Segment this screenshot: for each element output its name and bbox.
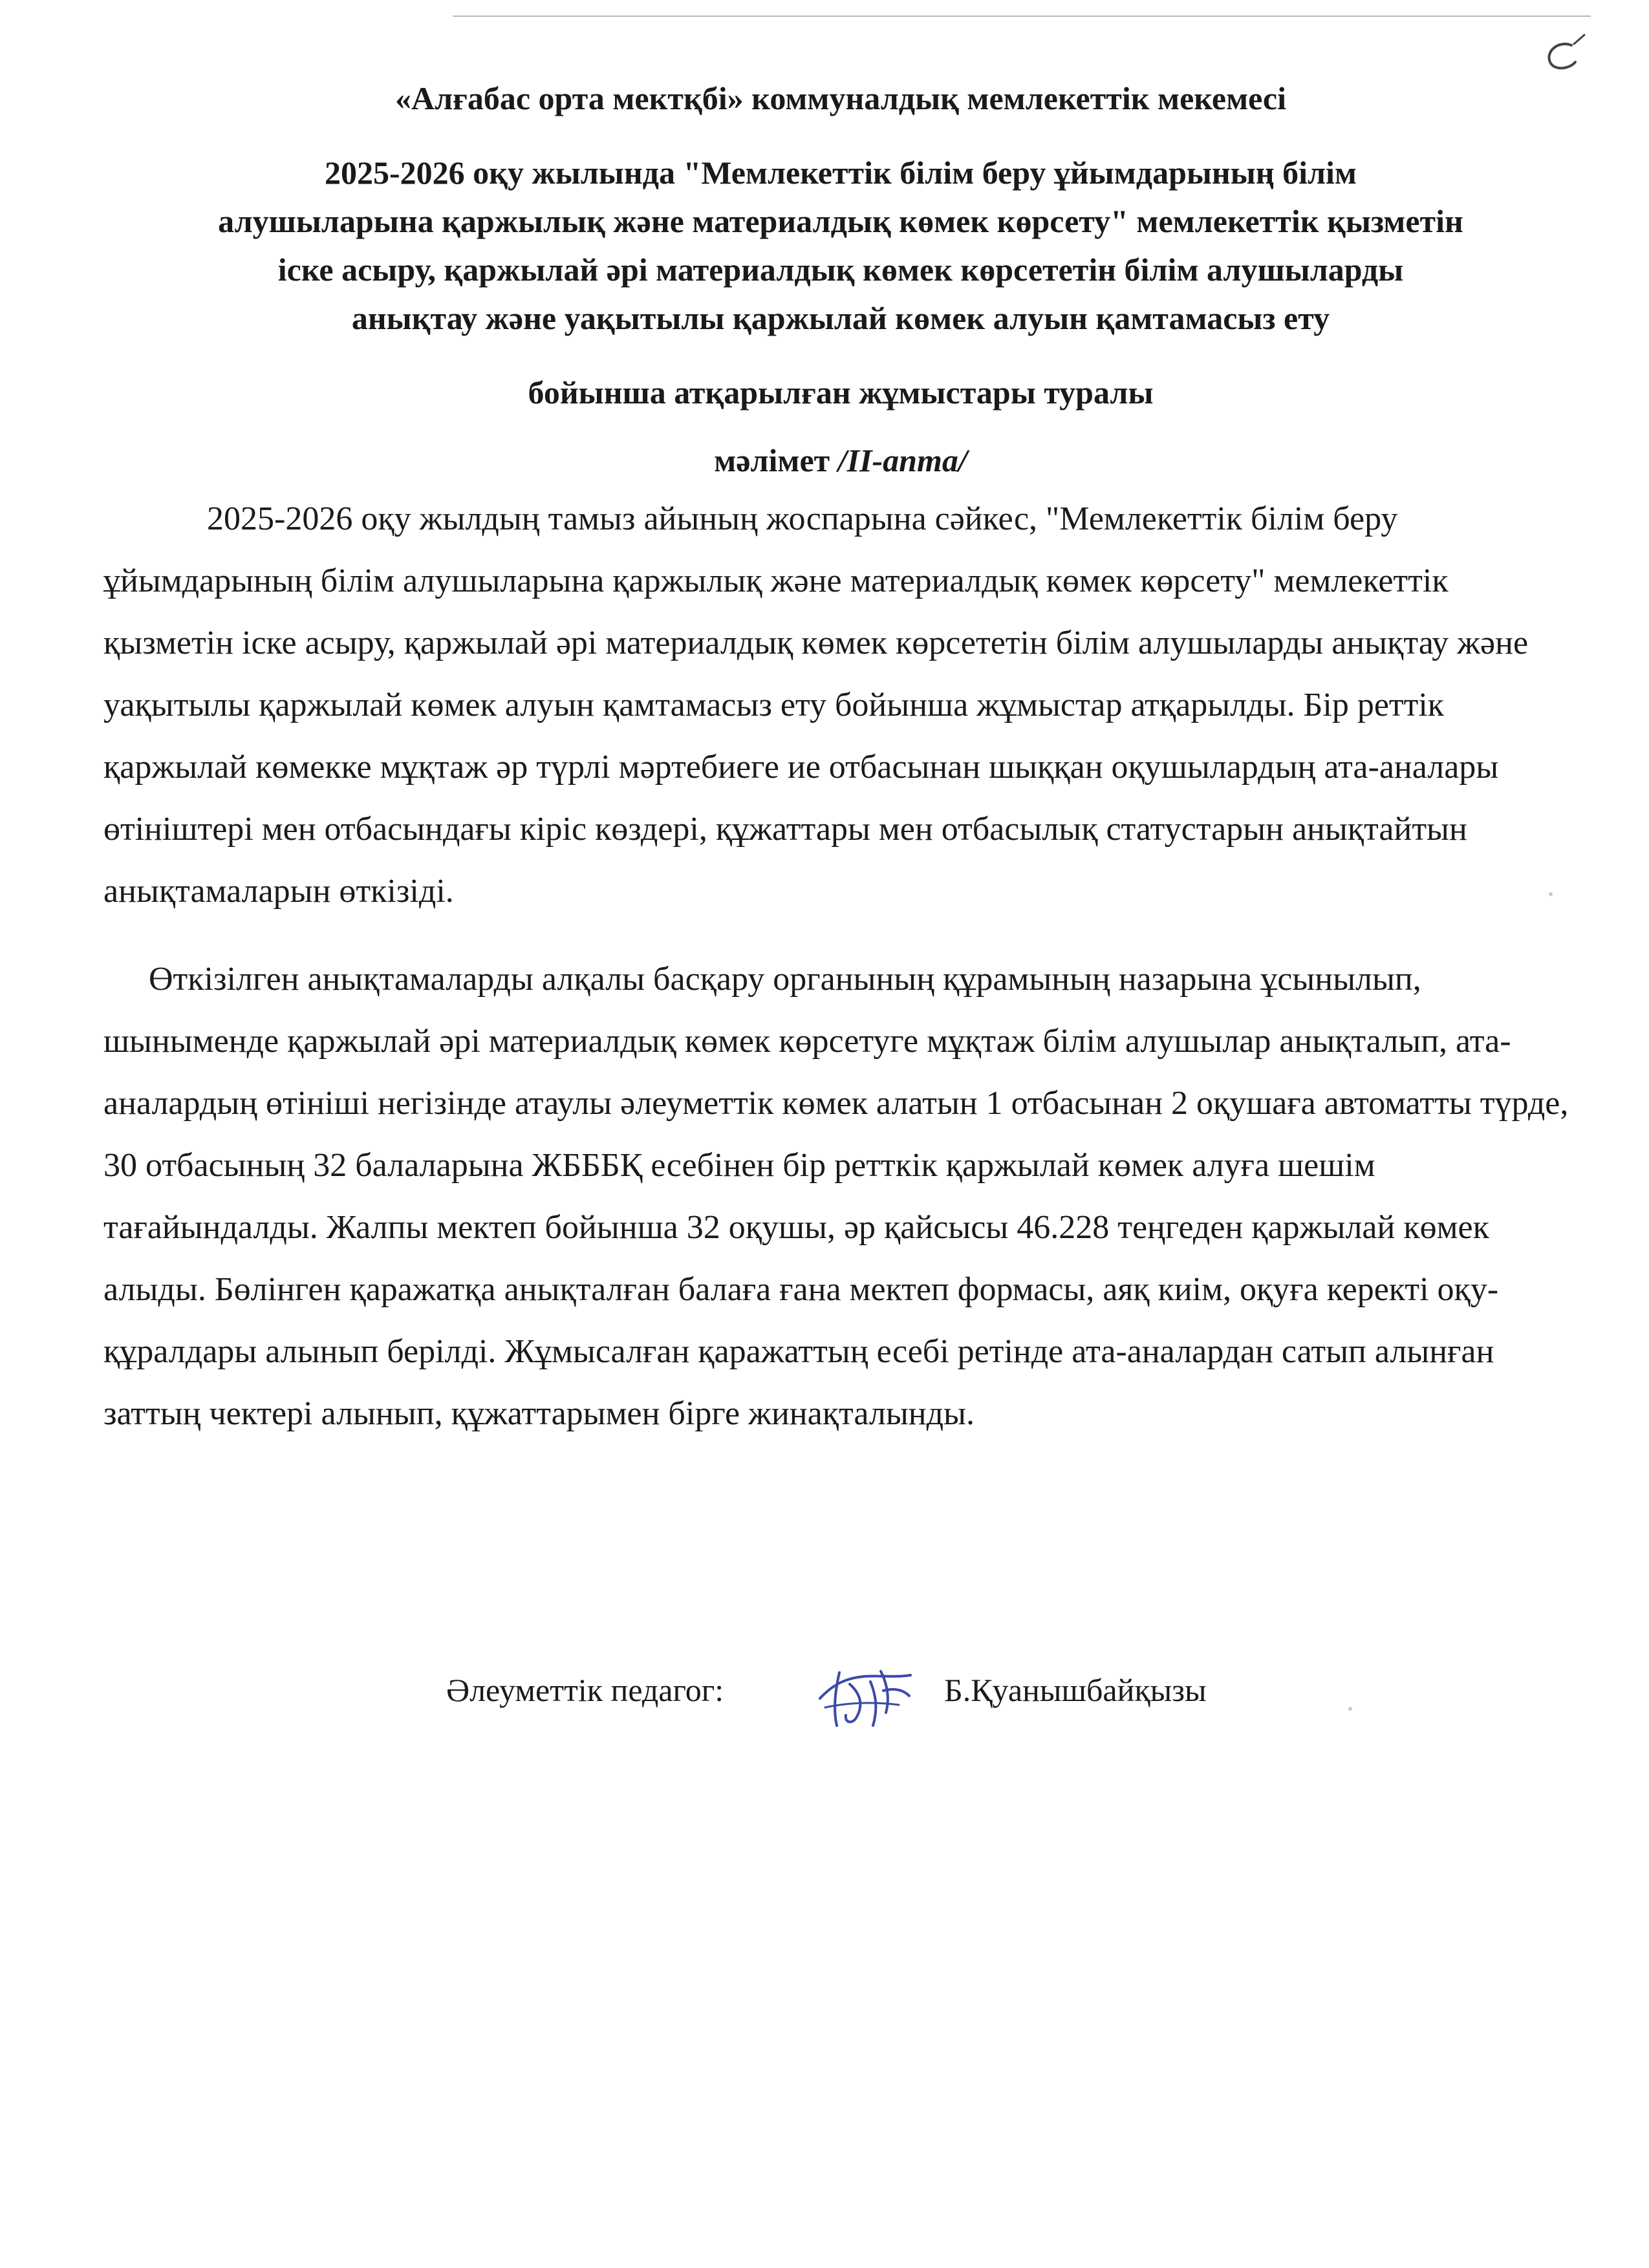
title-line: 2025-2026 оқу жылында "Мемлекеттік білім беру ұйымдарының білім bbox=[325, 155, 1357, 191]
body-paragraph-2: Өткізілген анықтамаларды алқалы басқару органының құрамының назарына ұсынылып, шыныменде қаржылай әрі материалдық көмек көрсетуге мұқтаж білім алушылар анықталып, ата-аналардың өтініші негізінде атаулы әлеуметтік көмек алатын 1 отбасынан 2 оқушаға автоматты түрде, 30 отбасының 32 балаларына ЖБББҚ есебінен бір ретткік қаржылай көмек алуға шешім тағайындалды. Жалпы мектеп бойынша 32 оқушы, әр қайсысы 46.228 теңгеден қаржылай көмек алыды. Бөлінген қаражатқа анықталған балаға ғана мектеп формасы, аяқ киім, оқуға керекті оқу-құралдары алынып берілді. Жұмысалған қаражаттың есебі ретінде ата-аналардан сатып алынған заттың чектері алынып, құжаттарымен бірге жинақталынды. bbox=[103, 961, 1569, 1432]
organization-name: «Алғабас орта мектқбі» коммуналдық мемлекеттік мекемесі bbox=[394, 80, 1287, 116]
info-word: мәлімет bbox=[714, 442, 838, 478]
signature-block bbox=[446, 1658, 1416, 1736]
document-title bbox=[97, 149, 1584, 343]
body-paragraph-1: 2025-2026 оқу жылдың тамыз айының жоспарына сәйкес, "Мемлекеттік білім беру ұйымдарының білім алушыларына қаржылық және материалдық көмек көрсету" мемлекеттік қызметін іске асыру, қаржылай әрі материалдық көмек көрсететін білім алушыларды анықтау және уақытылы қаржылай көмек алуын қамтамасыз ету бойынша жұмыстар атқарылды. Бір реттік қаржылай көмекке мұқтаж әр түрлі мәртебиеге ие отбасынан шыққан оқушылардың ата-аналары өтініштері мен отбасындағы кіріс көздері, құжаттары мен отбасылық статустарын анықтайтын анықтамаларын өткізіді. bbox=[103, 500, 1529, 910]
title-line: алушыларына қаржылық және материалдық көмек көрсету" мемлекеттік қызметін bbox=[218, 203, 1463, 239]
title-line: іске асыру, қаржылай әрі материалдық көмек көрсететін білім алушыларды bbox=[277, 251, 1404, 288]
signatory-role: Әлеуметтік педагог: bbox=[446, 1672, 724, 1708]
week-label: /ІІ-апта/ bbox=[837, 442, 967, 478]
scan-speck bbox=[1348, 1707, 1352, 1711]
document-subject: бойынша атқарылған жұмыстары туралы bbox=[528, 374, 1154, 411]
scan-speck bbox=[1549, 892, 1553, 896]
title-line: анықтау және уақытылы қаржылай көмек алуын қамтамасыз ету bbox=[351, 300, 1330, 336]
scan-edge-line bbox=[453, 16, 1591, 17]
signatory-name: Б.Қуанышбайқызы bbox=[944, 1672, 1207, 1708]
document-body bbox=[103, 488, 1584, 1445]
document-header bbox=[97, 74, 1584, 485]
handwritten-signature-icon bbox=[808, 1658, 918, 1736]
document-type bbox=[97, 436, 1584, 485]
